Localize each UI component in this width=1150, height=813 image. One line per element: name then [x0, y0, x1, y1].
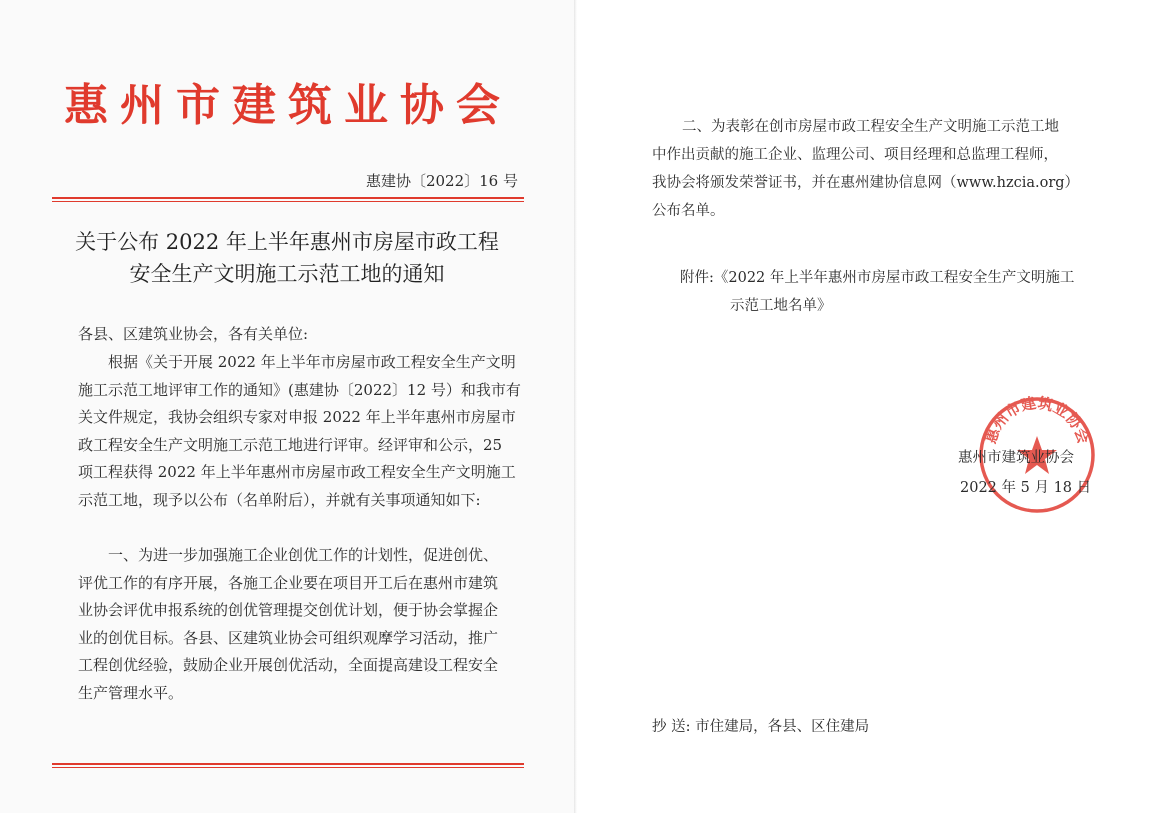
notice-title-line2: 安全生产文明施工示范工地的通知	[129, 262, 445, 286]
seal-text: 惠州市建筑业协会	[981, 394, 1093, 446]
paragraph-3-line: 二、为表彰在创市房屋市政工程安全生产文明施工示范工地	[682, 119, 1059, 135]
attachment-line: 附件:《2022 年上半年惠州市房屋市政工程安全生产文明施工	[680, 270, 1075, 286]
notice-title-line1: 关于公布 2022 年上半年惠州市房屋市政工程	[75, 230, 499, 254]
paragraph-2-line: 业协会评优申报系统的创优管理提交创优计划，便于协会掌握企	[78, 601, 499, 619]
paragraph-2-line: 评优工作的有序开展，各施工企业要在项目开工后在惠州市建筑	[78, 573, 499, 592]
footer-divider-thin	[52, 767, 524, 768]
paragraph-1-line: 项工程获得 2022 年上半年惠州市房屋市政工程安全生产文明施工	[78, 463, 516, 481]
salutation: 各县、区建筑业协会，各有关单位:	[78, 325, 309, 343]
paragraph-1-line: 政工程安全生产文明施工示范工地进行评审。经评审和公示，25	[78, 435, 503, 454]
footer-divider	[52, 763, 524, 765]
cc-line: 抄 送: 市住建局，各县、区住建局	[652, 719, 870, 735]
paragraph-2	[78, 542, 518, 707]
paragraph-2-line: 一、为进一步加强施工企业创优工作的计划性，促进创优、	[108, 546, 499, 564]
document-number: 惠建协〔2022〕16 号	[365, 172, 518, 190]
paragraph-3-line: 中作出贡献的施工企业、监理公司、项目经理和总监理工程师，	[652, 147, 1058, 163]
paragraph-1-line: 根据《关于开展 2022 年上半年市房屋市政工程安全生产文明	[108, 353, 516, 371]
paragraph-1	[78, 349, 521, 514]
letterhead-divider-thin	[52, 201, 524, 202]
paragraph-3	[652, 113, 1092, 225]
letterhead-divider	[52, 197, 524, 199]
paragraph-2-line: 业的创优目标。各县、区建筑业协会可组织观摩学习活动，推广	[78, 628, 499, 647]
paragraph-2-line: 生产管理水平。	[78, 683, 184, 702]
paragraph-3-line: 公布名单。	[652, 203, 725, 219]
attachment-line: 示范工地名单》	[730, 298, 832, 314]
attachment	[680, 264, 1120, 320]
signature-date: 2022 年 5 月 18 日	[960, 480, 1092, 496]
paragraph-1-line: 施工示范工地评审工作的通知》(惠建协〔2022〕12 号）和我市有	[78, 380, 521, 399]
paragraph-2-line: 工程创优经验，鼓励企业开展创优活动，全面提高建设工程安全	[78, 656, 499, 674]
paragraph-1-line: 示范工地，现予以公布（名单附后），并就有关事项通知如下:	[78, 490, 481, 509]
signature-org: 惠州市建筑业协会	[958, 450, 1074, 466]
paragraph-1-line: 关文件规定，我协会组织专家对申报 2022 年上半年惠州市房屋市	[78, 408, 516, 426]
paragraph-3-line: 我协会将颁发荣誉证书，并在惠州建协信息网（www.hzcia.org）	[652, 175, 1080, 191]
page-fold	[574, 0, 577, 813]
letterhead-org-name: 惠州市建筑业协会	[64, 80, 512, 131]
